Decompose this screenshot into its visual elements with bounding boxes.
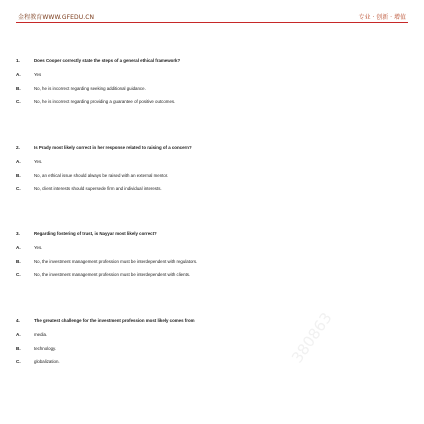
option-b bbox=[16, 84, 408, 93]
option-text: Yes. bbox=[34, 159, 43, 164]
option-text: No, he is incorrect regarding seeking additional guidance. bbox=[34, 85, 146, 91]
option-text: globalization. bbox=[34, 359, 60, 364]
option-c bbox=[16, 270, 408, 279]
option-a bbox=[16, 70, 408, 79]
option-a bbox=[16, 157, 408, 166]
option-text: No, he is incorrect regarding providing a guarantee of positive outcomes. bbox=[34, 99, 176, 104]
option-letter: C. bbox=[16, 99, 21, 104]
option-letter: A. bbox=[16, 72, 21, 77]
option-text: No, an ethical issue should always be raised with an external mentor. bbox=[34, 172, 169, 178]
question-text: Does Cooper correctly state the steps of a general ethical framework? bbox=[34, 58, 181, 63]
option-a bbox=[16, 330, 408, 339]
option-text: No, client interests should supersede firm and individual interests. bbox=[34, 186, 162, 191]
question-number: 4. bbox=[16, 318, 20, 323]
header-slogan: 专业 · 创新 · 增值 bbox=[358, 14, 406, 21]
question-text: Is Prady most likely correct in her response related to raising of a concern? bbox=[34, 145, 192, 150]
option-b bbox=[16, 171, 408, 180]
question-stem bbox=[16, 56, 408, 65]
option-c bbox=[16, 357, 408, 366]
question-number: 1. bbox=[16, 58, 20, 63]
option-letter: B. bbox=[16, 258, 21, 264]
question-text: Regarding fostering of trust, is Nayyar most likely correct? bbox=[34, 231, 157, 236]
option-letter: B. bbox=[16, 345, 21, 351]
option-letter: C. bbox=[16, 272, 21, 277]
question-stem bbox=[16, 229, 408, 238]
option-text: technology. bbox=[34, 345, 57, 351]
option-text: media. bbox=[34, 332, 48, 337]
option-text: Yes bbox=[34, 72, 42, 77]
option-letter: A. bbox=[16, 159, 21, 164]
option-letter: B. bbox=[16, 172, 21, 178]
option-letter: A. bbox=[16, 245, 21, 250]
option-text: No, the investment management profession must be interdependent with regulators. bbox=[34, 258, 198, 264]
header-brand: 金程教育WWW.GFEDU.CN bbox=[18, 14, 95, 21]
option-letter: C. bbox=[16, 359, 21, 364]
question-stem bbox=[16, 316, 408, 325]
option-text: Yes. bbox=[34, 245, 43, 250]
question-2 bbox=[16, 143, 408, 198]
question-4 bbox=[16, 316, 408, 371]
question-number: 2. bbox=[16, 145, 20, 150]
option-letter: B. bbox=[16, 85, 21, 91]
option-b bbox=[16, 257, 408, 266]
question-number: 3. bbox=[16, 231, 20, 236]
question-3 bbox=[16, 229, 408, 284]
option-letter: A. bbox=[16, 332, 21, 337]
option-text: No, the investment management profession must be interdependent with clients. bbox=[34, 272, 191, 277]
option-b bbox=[16, 344, 408, 353]
option-c bbox=[16, 184, 408, 193]
page-header bbox=[16, 8, 408, 23]
option-c bbox=[16, 97, 408, 106]
question-stem bbox=[16, 143, 408, 152]
question-text: The greatest challenge for the investment profession most likely comes from bbox=[34, 318, 195, 323]
question-1 bbox=[16, 56, 408, 111]
option-a bbox=[16, 243, 408, 252]
watermark: 380863 bbox=[288, 309, 336, 367]
option-letter: C. bbox=[16, 186, 21, 191]
